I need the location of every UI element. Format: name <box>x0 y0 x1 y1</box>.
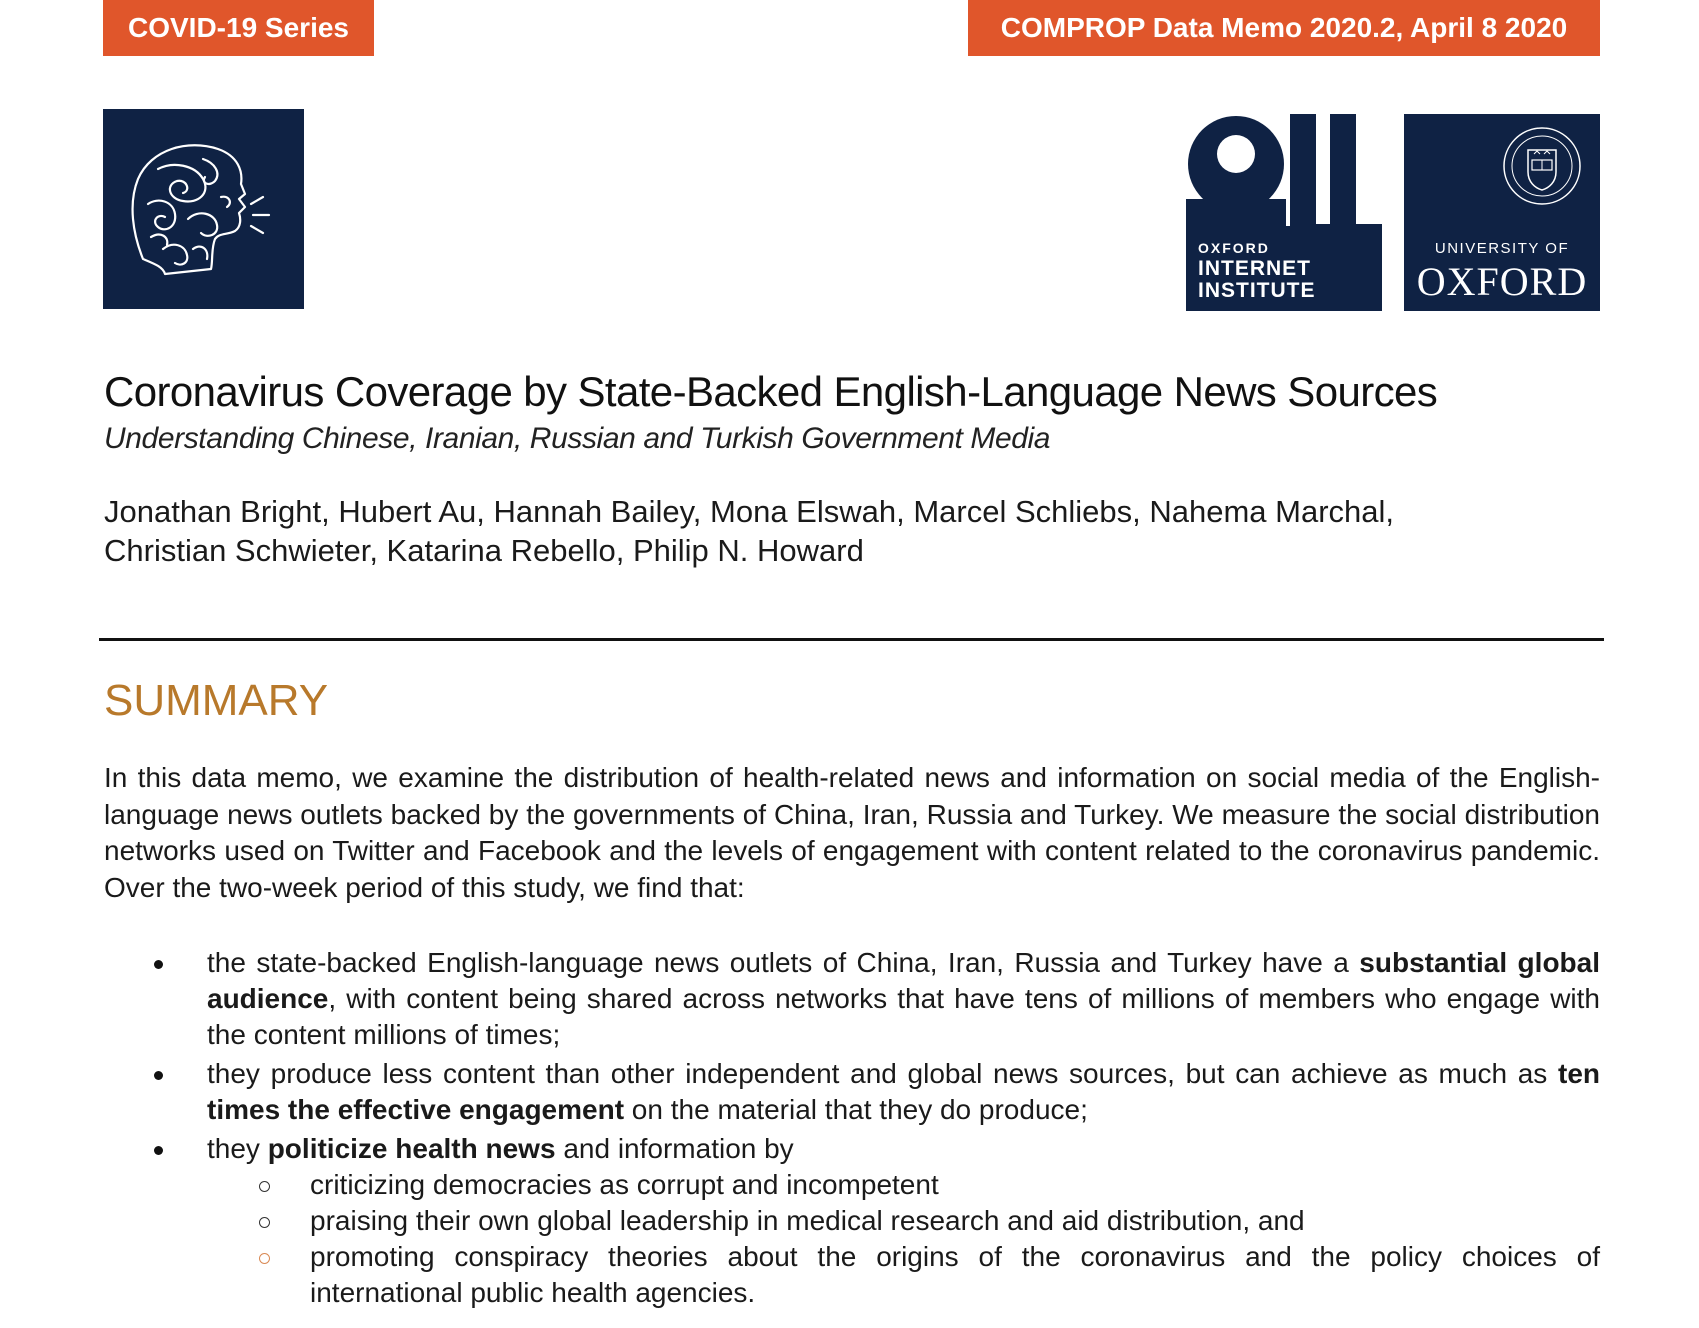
finding-item <box>104 1056 1600 1128</box>
circle-bullet-icon <box>259 1181 270 1192</box>
series-tag-label: COVID-19 Series <box>128 12 349 43</box>
finding-3-pre: they <box>207 1133 268 1164</box>
circle-bullet-icon <box>259 1253 270 1264</box>
bullet-icon <box>154 1071 163 1080</box>
section-divider <box>99 638 1604 641</box>
oxford-line1: UNIVERSITY OF <box>1434 240 1570 257</box>
findings-list <box>104 945 1600 1314</box>
sub-finding-3: promoting conspiracy theories about the origins of the coronavirus and the policy choices of international public health agencies. <box>310 1241 1600 1308</box>
document-title: Coronavirus Coverage by State-Backed English-Language News Sources <box>104 368 1438 415</box>
sub-finding-1: criticizing democracies as corrupt and incompetent <box>310 1169 939 1200</box>
oii-line2: INTERNET <box>1198 257 1311 280</box>
finding-1-emphasis: substantial global audience <box>207 947 1600 1014</box>
circle-bullet-icon <box>259 1217 270 1228</box>
finding-2-post: on the material that they do produce; <box>624 1094 1088 1125</box>
finding-2-pre: they produce less content than other independent and global news sources, but can achieve as much as <box>207 1058 1558 1089</box>
finding-1-pre: the state-backed English-language news outlets of China, Iran, Russia and Turkey have a <box>207 947 1360 978</box>
memo-tag <box>968 0 1600 56</box>
finding-3-post: and information by <box>555 1133 794 1164</box>
finding-3-emphasis: politicize health news <box>267 1133 556 1164</box>
authors-line-2: Christian Schwieter, Katarina Rebello, Philip N. Howard <box>104 533 864 568</box>
oxford-line2: OXFORD <box>1416 259 1588 304</box>
finding-item <box>104 1131 1600 1311</box>
series-tag <box>103 0 374 56</box>
sub-findings-list <box>207 1167 1600 1311</box>
oii-line3: INSTITUTE <box>1198 279 1316 302</box>
summary-heading: SUMMARY <box>104 676 329 725</box>
oxford-internet-institute-logo <box>1186 114 1382 311</box>
sub-finding-item <box>104 1167 1600 1203</box>
sub-finding-item <box>104 1203 1600 1239</box>
document-subtitle: Understanding Chinese, Iranian, Russian and Turkish Government Media <box>104 422 1051 455</box>
bullet-icon <box>154 960 163 969</box>
authors-line-1: Jonathan Bright, Hubert Au, Hannah Bailey, Mona Elswah, Marcel Schliebs, Nahema Marchal, <box>104 494 1395 529</box>
finding-1-post: , with content being shared across networks that have tens of millions of members who engage with the content millions of times; <box>207 983 1600 1050</box>
finding-2-emphasis: ten times the effective engagement <box>207 1058 1600 1125</box>
oii-line1: OXFORD <box>1198 240 1270 256</box>
bullet-icon <box>154 1146 163 1155</box>
memo-tag-label: COMPROP Data Memo 2020.2, April 8 2020 <box>1000 12 1568 43</box>
author-list <box>104 492 1604 570</box>
sub-finding-item <box>104 1239 1600 1311</box>
summary-intro-paragraph: In this data memo, we examine the distribution of health-related news and information on social media of the English-language news outlets backed by the governments of China, Iran, Russia and Turkey. We measure the social distribution networks used on Twitter and Facebook and the levels of engagement with content related to the coronavirus pandemic. Over the two-week period of this study, we find that: <box>104 762 1600 903</box>
comprop-head-logo <box>103 109 304 309</box>
finding-item <box>104 945 1600 1053</box>
speaking-head-icon <box>103 109 304 309</box>
university-of-oxford-logo <box>1404 114 1600 311</box>
sub-finding-2: praising their own global leadership in medical research and aid distribution, and <box>310 1205 1305 1236</box>
